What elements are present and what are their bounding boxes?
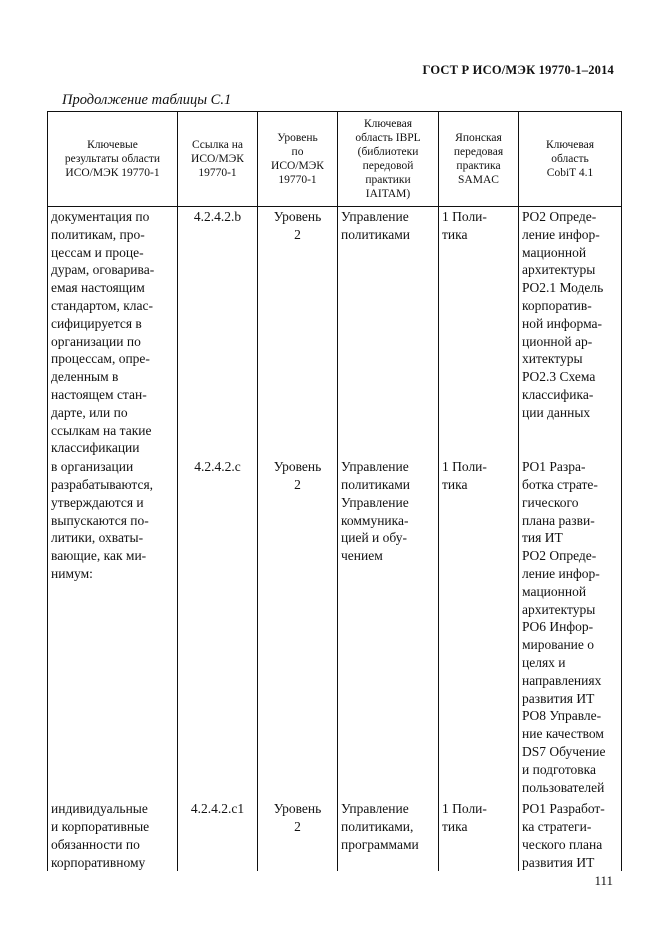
cell-samac: 1 Поли- тика	[439, 457, 519, 799]
cell-reference: 4.2.4.2.c	[178, 457, 258, 799]
cell-samac: 1 Поли- тика	[439, 799, 519, 871]
table-header-row	[48, 112, 622, 207]
column-header-results: Ключевые результаты области ИСО/МЭК 19770-1	[48, 112, 178, 207]
column-header-ibpl: Ключевая область IBPL (библиотеки передовой практики IAITAM)	[338, 112, 439, 207]
cell-result: индивидуальные и корпоративные обязанности по корпоративному	[48, 799, 178, 871]
table-row	[48, 207, 622, 458]
cell-cobit: PO1 Разра- ботка страте- гического плана разви- тия ИТ PO2 Опреде- ление инфор- мационной архитектуры PO6 Инфор- мирование о целях и направлениях развития ИТ PO8 Управле- ние качеством DS7 Обучение и подготовка пользователей	[519, 457, 622, 799]
cell-ibpl: Управление политиками	[338, 207, 439, 458]
cell-ibpl: Управление политиками Управление коммуника- цией и обу- чением	[338, 457, 439, 799]
cell-reference: 4.2.4.2.b	[178, 207, 258, 458]
table-row	[48, 799, 622, 871]
comparison-table	[47, 111, 622, 871]
table-row	[48, 457, 622, 799]
column-header-level: Уровень по ИСО/МЭК 19770-1	[258, 112, 338, 207]
cell-reference: 4.2.4.2.c1	[178, 799, 258, 871]
document-id: ГОСТ Р ИСО/МЭК 19770-1–2014	[422, 63, 614, 77]
column-header-reference: Ссылка на ИСО/МЭК 19770-1	[178, 112, 258, 207]
cell-cobit: PO2 Опреде- ление инфор- мационной архитектуры PO2.1 Модель корпоратив- ной информа- ционной ар- хитектуры PO2.3 Схема классифика- ции данных	[519, 207, 622, 458]
cell-samac: 1 Поли- тика	[439, 207, 519, 458]
cell-level: Уровень 2	[258, 457, 338, 799]
cell-result: документация по политикам, про- цессам и проце- дурам, оговарива- емая настоящим стандартом, клас- сифицируется в организации по процессам, опре- деленным в настоящем стан- дарте, или по ссылкам на такие классификации	[48, 207, 178, 458]
table-caption: Продолжение таблицы С.1	[62, 92, 232, 108]
cell-cobit: PO1 Разработ- ка стратеги- ческого плана развития ИТ	[519, 799, 622, 871]
column-header-samac: Японская передовая практика SAMAC	[439, 112, 519, 207]
cell-level: Уровень 2	[258, 207, 338, 458]
cell-ibpl: Управление политиками, программами	[338, 799, 439, 871]
cell-result: в организации разрабатываются, утверждаются и выпускаются по- литики, охваты- вающие, как ми- нимум:	[48, 457, 178, 799]
column-header-cobit: Ключевая область CobiT 4.1	[519, 112, 622, 207]
page-number: 111	[594, 873, 613, 888]
cell-level: Уровень 2	[258, 799, 338, 871]
